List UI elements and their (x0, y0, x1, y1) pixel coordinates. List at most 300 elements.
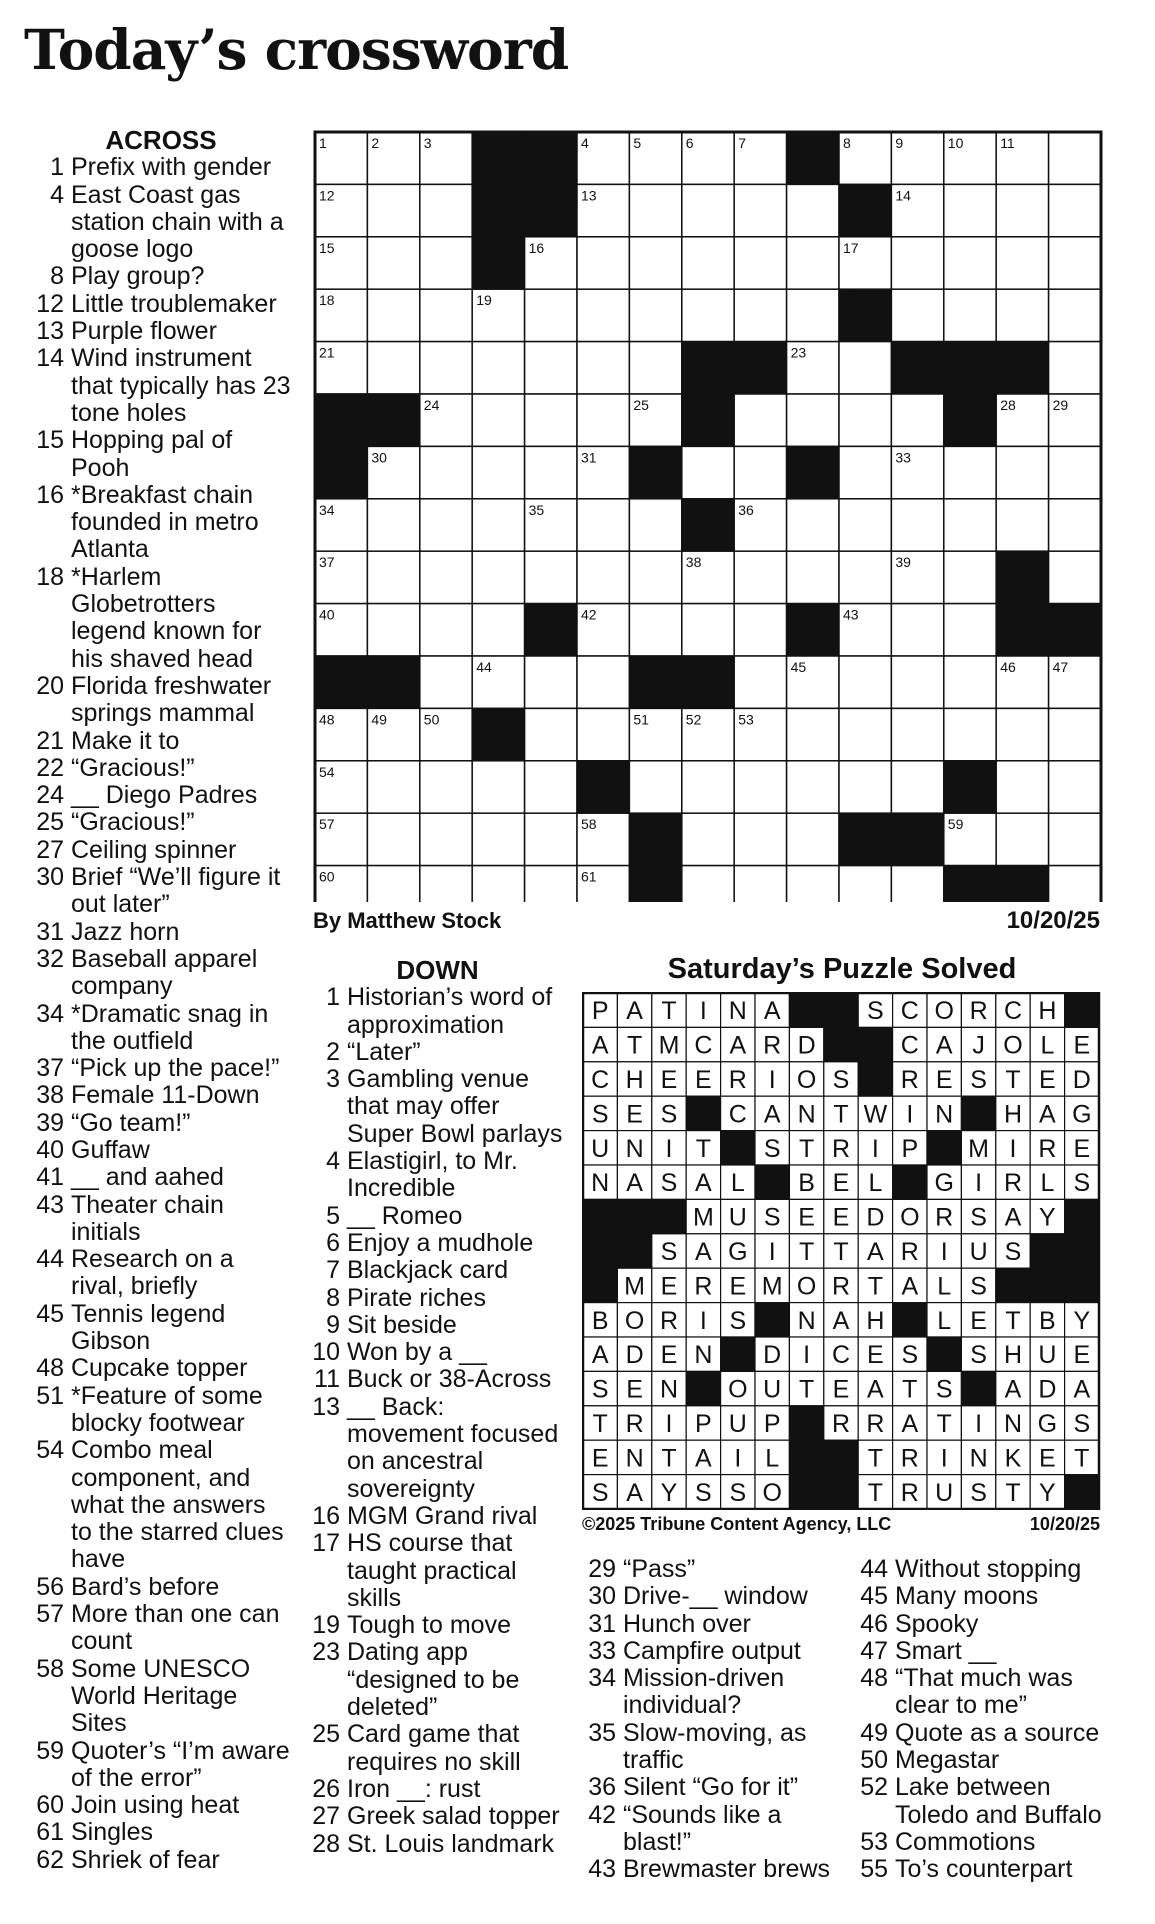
cell-number: 9 (895, 135, 904, 151)
grid-cell[interactable] (787, 499, 839, 551)
grid-cell[interactable] (891, 708, 943, 760)
block-cell (787, 604, 839, 656)
solution-letter: T (1074, 1444, 1090, 1473)
grid-cell[interactable] (577, 237, 629, 289)
clue-text: Florida freshwater springs mammal (71, 671, 272, 728)
grid-cell[interactable] (787, 237, 839, 289)
solution-letter: I (665, 1410, 673, 1438)
grid-cell[interactable] (891, 761, 943, 813)
grid-cell[interactable] (472, 866, 524, 902)
grid-cell[interactable] (420, 237, 472, 289)
clue-item[interactable] (580, 1802, 848, 1857)
clue-number: 44 (860, 1555, 888, 1583)
grid-cell[interactable] (734, 656, 786, 708)
grid-cell[interactable] (787, 394, 839, 446)
clue-item[interactable] (852, 1638, 1107, 1665)
grid-cell[interactable] (839, 866, 891, 902)
clue-item[interactable] (310, 1203, 565, 1230)
grid-cell[interactable] (682, 184, 734, 236)
clue-item[interactable] (852, 1720, 1107, 1747)
clue-text: Elastigirl, to Mr. Incredible (347, 1147, 518, 1203)
grid-cell[interactable] (944, 708, 996, 760)
clue-item[interactable] (30, 919, 292, 946)
grid-cell[interactable] (996, 761, 1048, 813)
solution-letter: R (866, 1410, 885, 1438)
grid-cell[interactable] (787, 813, 839, 865)
grid-cell[interactable] (525, 708, 577, 760)
grid-cell[interactable] (682, 446, 734, 498)
grid-cell[interactable] (1049, 551, 1101, 603)
grid-cell[interactable] (525, 394, 577, 446)
grid-cell[interactable] (577, 394, 629, 446)
solution-letter: N (797, 1306, 816, 1335)
clue-item[interactable] (310, 1039, 565, 1066)
grid-cell[interactable] (734, 237, 786, 289)
grid-cell[interactable] (629, 604, 681, 656)
grid-cell[interactable] (996, 184, 1048, 236)
grid-cell[interactable] (682, 604, 734, 656)
grid-cell[interactable] (420, 866, 472, 902)
clue-item[interactable] (30, 1656, 292, 1738)
grid-cell[interactable] (367, 761, 419, 813)
clue-text: Brief “We’ll figure it out later” (71, 863, 281, 919)
grid-cell[interactable] (839, 708, 891, 760)
cell-number: 7 (738, 135, 746, 151)
grid-cell[interactable] (420, 656, 472, 708)
solution-letter: C (900, 1031, 919, 1060)
clue-item[interactable] (30, 1574, 292, 1601)
grid-cell[interactable] (629, 499, 681, 551)
solution-letter: A (1073, 1375, 1091, 1404)
cell-number: 23 (790, 344, 807, 361)
grid-cell[interactable] (577, 551, 629, 603)
solution-letter: O (934, 997, 954, 1026)
grid-cell[interactable] (472, 342, 524, 394)
clue-item[interactable] (30, 864, 292, 919)
grid-cell[interactable] (996, 499, 1048, 551)
grid-cell[interactable] (787, 184, 839, 236)
grid-cell[interactable] (682, 289, 734, 341)
cell-number: 55 (581, 763, 597, 780)
solution-letter: E (1073, 1134, 1091, 1163)
grid-cell[interactable] (734, 289, 786, 341)
grid-cell[interactable] (472, 551, 524, 603)
clue-number: 43 (588, 1855, 616, 1884)
solution-block (927, 1337, 961, 1371)
clue-item[interactable] (30, 182, 292, 264)
clue-item[interactable] (310, 1530, 565, 1612)
grid-cell[interactable] (734, 184, 786, 236)
grid-cell[interactable] (944, 499, 996, 551)
clue-text: Hunch over (623, 1609, 751, 1638)
clue-item[interactable] (310, 1230, 565, 1257)
grid-cell[interactable] (891, 499, 943, 551)
cell-number: 30 (371, 449, 387, 466)
clue-number: 27 (312, 1802, 340, 1831)
grid-cell[interactable] (1049, 813, 1101, 865)
clue-number: 12 (36, 289, 64, 318)
grid-cell[interactable] (367, 184, 419, 236)
grid-cell[interactable] (629, 342, 681, 394)
grid-cell[interactable] (629, 237, 681, 289)
clue-item[interactable] (30, 1383, 292, 1438)
grid-cell[interactable] (734, 394, 786, 446)
solution-block (652, 1199, 686, 1233)
clue-item[interactable] (852, 1611, 1107, 1638)
grid-cell[interactable] (472, 394, 524, 446)
solution-letter: T (867, 1444, 884, 1473)
clue-number: 53 (860, 1827, 888, 1856)
clue-number: 25 (36, 808, 64, 837)
clue-number: 60 (36, 1791, 64, 1820)
grid-cell[interactable] (787, 708, 839, 760)
block-cell (472, 132, 524, 184)
clue-item[interactable] (30, 1847, 292, 1874)
grid-cell[interactable] (839, 394, 891, 446)
solution-letter: E (626, 1100, 643, 1129)
clue-item[interactable] (310, 984, 565, 1039)
clue-item[interactable] (30, 1738, 292, 1793)
clue-number: 22 (36, 753, 64, 782)
grid-cell[interactable] (996, 813, 1048, 865)
clue-item[interactable] (30, 728, 292, 755)
solution-grid (582, 992, 1104, 1510)
clue-item[interactable] (852, 1774, 1107, 1829)
solution-letter: T (902, 1375, 918, 1404)
clue-number: 11 (314, 1365, 340, 1394)
solution-letter: M (624, 1272, 646, 1301)
grid-cell[interactable] (420, 813, 472, 865)
grid-cell[interactable] (420, 551, 472, 603)
grid-cell[interactable] (629, 184, 681, 236)
solution-letter: N (625, 1444, 644, 1473)
clue-item[interactable] (30, 427, 292, 482)
grid-cell[interactable] (577, 342, 629, 394)
solution-letter: U (728, 1410, 747, 1438)
grid-cell[interactable] (525, 446, 577, 498)
clue-item[interactable] (30, 1437, 292, 1573)
clue-item[interactable] (310, 1503, 565, 1530)
clue-number: 17 (312, 1529, 340, 1558)
clue-number: 56 (36, 1572, 64, 1601)
grid-cell[interactable] (472, 446, 524, 498)
clue-item[interactable] (852, 1829, 1107, 1856)
grid-cell[interactable] (420, 761, 472, 813)
solution-letter: A (695, 1238, 712, 1266)
grid-cell[interactable] (944, 604, 996, 656)
crossword-grid[interactable] (313, 130, 1103, 902)
clue-item[interactable] (30, 1137, 292, 1164)
grid-cell[interactable] (734, 813, 786, 865)
grid-cell[interactable] (1049, 708, 1101, 760)
clue-number: 33 (588, 1636, 616, 1665)
grid-cell[interactable] (367, 866, 419, 902)
clue-number: 28 (312, 1829, 340, 1858)
clue-item[interactable] (30, 291, 292, 318)
clue-item[interactable] (30, 1192, 292, 1247)
grid-cell[interactable] (682, 237, 734, 289)
grid-cell[interactable] (367, 499, 419, 551)
grid-cell[interactable] (420, 184, 472, 236)
grid-cell[interactable] (629, 289, 681, 341)
clue-text: Ceiling spinner (71, 835, 237, 864)
grid-cell[interactable] (839, 761, 891, 813)
clue-number: 26 (312, 1774, 340, 1803)
grid-cell[interactable] (787, 866, 839, 902)
clue-item[interactable] (310, 1803, 565, 1830)
clue-item[interactable] (30, 1110, 292, 1137)
clue-text: Tennis legend Gibson (71, 1299, 226, 1356)
clue-item[interactable] (30, 1355, 292, 1382)
clue-item[interactable] (310, 1066, 565, 1148)
solution-letter: S (660, 1100, 678, 1129)
grid-cell[interactable] (734, 866, 786, 902)
grid-cell[interactable] (734, 761, 786, 813)
grid-cell[interactable] (734, 551, 786, 603)
clue-item[interactable] (30, 482, 292, 564)
grid-cell[interactable] (1049, 132, 1101, 184)
clue-item[interactable] (30, 1001, 292, 1056)
clue-number: 5 (326, 1201, 340, 1230)
clue-item[interactable] (30, 263, 292, 290)
clue-item[interactable] (852, 1856, 1107, 1883)
clue-item[interactable] (310, 1148, 565, 1203)
clue-item[interactable] (310, 1612, 565, 1639)
clue-item[interactable] (852, 1747, 1107, 1774)
clue-item[interactable] (30, 1792, 292, 1819)
clue-item[interactable] (580, 1720, 848, 1775)
cell-number: 21 (319, 344, 335, 361)
grid-cell[interactable] (1049, 289, 1101, 341)
solution-letter: N (728, 997, 747, 1026)
grid-cell[interactable] (420, 604, 472, 656)
solution-letter: N (935, 1100, 954, 1129)
clue-item[interactable] (30, 154, 292, 181)
grid-cell[interactable] (472, 499, 524, 551)
grid-cell[interactable] (577, 289, 629, 341)
grid-cell[interactable] (682, 813, 734, 865)
solution-letter: R (694, 1272, 713, 1301)
solution-block (893, 1165, 927, 1199)
grid-cell[interactable] (367, 813, 419, 865)
clue-item[interactable] (580, 1856, 848, 1883)
grid-cell[interactable] (787, 551, 839, 603)
clue-item[interactable] (852, 1556, 1107, 1583)
grid-cell[interactable] (472, 813, 524, 865)
grid-cell[interactable] (891, 237, 943, 289)
clue-item[interactable] (30, 946, 292, 1001)
clue-number: 13 (312, 1392, 340, 1421)
grid-cell[interactable] (734, 446, 786, 498)
clue-item[interactable] (30, 1246, 292, 1301)
clue-item[interactable] (310, 1639, 565, 1721)
solution-letter: G (1072, 1100, 1092, 1129)
solution-letter: I (699, 1306, 707, 1335)
clue-item[interactable] (580, 1556, 848, 1583)
grid-cell[interactable] (367, 604, 419, 656)
grid-cell[interactable] (891, 604, 943, 656)
solution-letter: I (975, 1410, 983, 1438)
grid-cell[interactable] (996, 446, 1048, 498)
grid-cell[interactable] (1049, 184, 1101, 236)
grid-cell[interactable] (367, 342, 419, 394)
solution-letter: T (867, 1272, 884, 1301)
grid-cell[interactable] (996, 708, 1048, 760)
grid-cell[interactable] (472, 761, 524, 813)
clue-item[interactable] (310, 1366, 565, 1393)
grid-cell[interactable] (839, 551, 891, 603)
clue-item[interactable] (30, 318, 292, 345)
clue-text: Without stopping (895, 1555, 1082, 1583)
solution-block (686, 1371, 720, 1405)
clue-item[interactable] (580, 1665, 848, 1720)
clue-number: 1 (326, 983, 340, 1012)
clue-item[interactable] (310, 1394, 565, 1503)
clue-item[interactable] (30, 345, 292, 427)
clue-item[interactable] (30, 1055, 292, 1082)
clue-number: 8 (50, 262, 64, 291)
clue-item[interactable] (310, 1285, 565, 1312)
grid-cell[interactable] (1049, 446, 1101, 498)
clue-item[interactable] (30, 1601, 292, 1656)
cell-number: 27 (947, 397, 964, 413)
clue-item[interactable] (30, 837, 292, 864)
grid-cell[interactable] (891, 656, 943, 708)
clue-item[interactable] (30, 1301, 292, 1356)
solution-letter: E (1073, 1031, 1091, 1060)
grid-cell[interactable] (420, 289, 472, 341)
solution-letter: S (970, 1341, 987, 1370)
clue-item[interactable] (580, 1583, 848, 1610)
clue-text: Prefix with gender (71, 153, 272, 182)
solution-letter: E (729, 1272, 747, 1301)
grid-cell[interactable] (787, 761, 839, 813)
grid-cell[interactable] (525, 813, 577, 865)
clue-item[interactable] (852, 1583, 1107, 1610)
clue-item[interactable] (580, 1774, 848, 1801)
clue-item[interactable] (580, 1638, 848, 1665)
grid-cell[interactable] (577, 499, 629, 551)
grid-cell[interactable] (944, 237, 996, 289)
clue-text: Hopping pal of Pooh (71, 426, 233, 482)
grid-cell[interactable] (420, 446, 472, 498)
clue-item[interactable] (310, 1831, 565, 1858)
grid-cell[interactable] (367, 237, 419, 289)
clue-item[interactable] (30, 1819, 292, 1846)
clue-item[interactable] (30, 564, 292, 673)
grid-cell[interactable] (629, 551, 681, 603)
clue-item[interactable] (310, 1312, 565, 1339)
clue-number: 23 (312, 1638, 340, 1667)
grid-cell[interactable] (944, 184, 996, 236)
grid-cell[interactable] (420, 342, 472, 394)
grid-cell[interactable] (787, 289, 839, 341)
grid-cell[interactable] (525, 761, 577, 813)
grid-cell[interactable] (367, 551, 419, 603)
grid-cell[interactable] (996, 237, 1048, 289)
grid-cell[interactable] (1049, 342, 1101, 394)
grid-cell[interactable] (1049, 237, 1101, 289)
clue-item[interactable] (310, 1257, 565, 1284)
solution-letter: R (831, 1410, 851, 1438)
grid-cell[interactable] (629, 761, 681, 813)
grid-cell[interactable] (944, 446, 996, 498)
cell-number: 14 (895, 187, 911, 204)
grid-cell[interactable] (996, 289, 1048, 341)
grid-cell[interactable] (367, 289, 419, 341)
cell-number: 35 (528, 501, 545, 518)
solution-letter: A (935, 1031, 953, 1060)
grid-cell[interactable] (577, 708, 629, 760)
solution-letter: H (1003, 1100, 1023, 1129)
grid-cell[interactable] (1049, 866, 1101, 902)
grid-cell[interactable] (891, 289, 943, 341)
block-cell (367, 394, 419, 446)
grid-cell[interactable] (420, 499, 472, 551)
clue-text: Lake between Toledo and Buffalo (895, 1773, 1102, 1829)
clue-item[interactable] (30, 782, 292, 809)
grid-cell[interactable] (839, 342, 891, 394)
clue-item[interactable] (310, 1721, 565, 1776)
grid-cell[interactable] (525, 551, 577, 603)
clue-item[interactable] (30, 673, 292, 728)
grid-cell[interactable] (577, 656, 629, 708)
solution-letter: T (592, 1410, 608, 1438)
grid-cell[interactable] (891, 866, 943, 902)
grid-cell[interactable] (682, 866, 734, 902)
clue-item[interactable] (852, 1665, 1107, 1720)
grid-cell[interactable] (944, 289, 996, 341)
clue-item[interactable] (30, 809, 292, 836)
grid-cell[interactable] (734, 604, 786, 656)
solution-letter: E (660, 1341, 678, 1370)
grid-cell[interactable] (525, 342, 577, 394)
solution-block (824, 1440, 858, 1474)
grid-cell[interactable] (944, 551, 996, 603)
grid-cell[interactable] (682, 761, 734, 813)
clue-item[interactable] (30, 1082, 292, 1109)
grid-cell[interactable] (891, 394, 943, 446)
solution-block (721, 1337, 755, 1371)
clue-text: __ and aahed (71, 1163, 224, 1192)
clue-text: St. Louis landmark (347, 1829, 555, 1858)
grid-cell[interactable] (525, 656, 577, 708)
clue-item[interactable] (30, 1164, 292, 1191)
clue-item[interactable] (580, 1611, 848, 1638)
clue-text: Shriek of fear (71, 1845, 220, 1874)
solution-letter: S (867, 997, 884, 1026)
grid-cell[interactable] (1049, 499, 1101, 551)
grid-cell[interactable] (525, 866, 577, 902)
grid-cell[interactable] (839, 499, 891, 551)
grid-cell[interactable] (472, 604, 524, 656)
grid-cell[interactable] (944, 656, 996, 708)
solution-letter: S (591, 1100, 609, 1129)
solution-letter: I (906, 1100, 914, 1129)
clue-number: 51 (36, 1381, 64, 1410)
clue-item[interactable] (310, 1339, 565, 1366)
grid-cell[interactable] (525, 289, 577, 341)
solution-letter: T (833, 1100, 849, 1129)
clue-item[interactable] (30, 755, 292, 782)
grid-cell[interactable] (1049, 761, 1101, 813)
grid-cell[interactable] (839, 446, 891, 498)
solution-letter: R (831, 1272, 851, 1301)
cell-number: 12 (319, 187, 335, 204)
grid-cell[interactable] (839, 656, 891, 708)
clue-item[interactable] (310, 1776, 565, 1803)
clue-text: Jazz horn (71, 917, 180, 946)
